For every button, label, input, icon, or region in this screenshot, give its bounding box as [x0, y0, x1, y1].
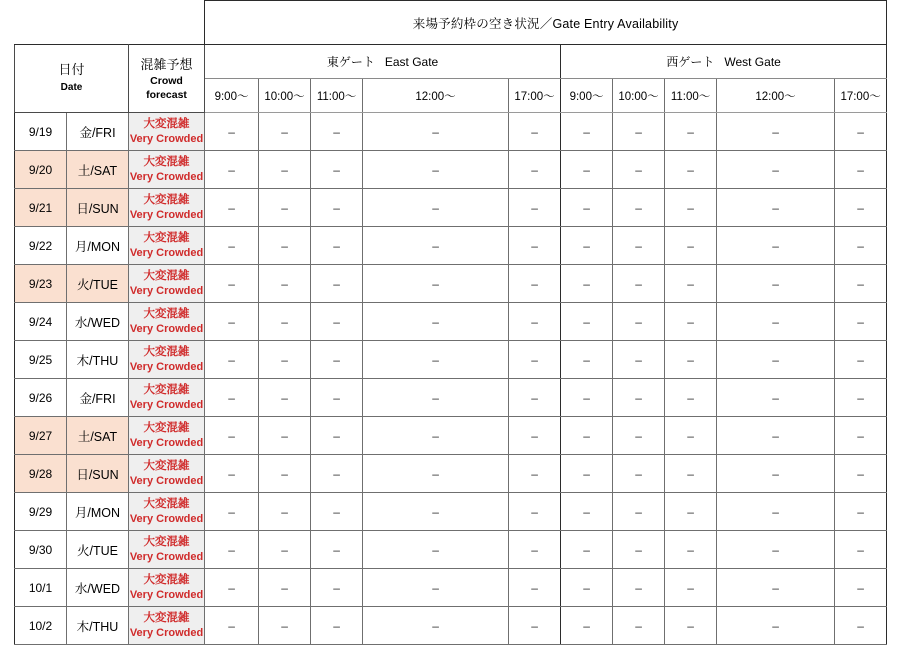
banner-row	[15, 1, 887, 45]
cell-availability-east-4[interactable]: –	[509, 341, 561, 379]
table-row	[15, 607, 887, 645]
cell-availability-east-3[interactable]: –	[363, 151, 509, 189]
cell-availability-west-1[interactable]: –	[613, 455, 665, 493]
table-row	[15, 379, 887, 417]
crowd-level-en: Very Crowded	[129, 512, 204, 525]
cell-availability-west-0[interactable]: –	[561, 531, 613, 569]
header-slot-east-3: 12:00〜	[363, 79, 509, 113]
cell-availability-west-4[interactable]: –	[835, 189, 887, 227]
gate-group-row	[15, 45, 887, 79]
crowd-level-en: Very Crowded	[129, 170, 204, 183]
cell-day-of-week: 日/SUN	[67, 189, 129, 227]
cell-day-of-week: 水/WED	[67, 303, 129, 341]
cell-availability-east-2[interactable]: –	[311, 493, 363, 531]
header-gate-east-en: East Gate	[384, 55, 439, 69]
header-slot-west-0: 9:00〜	[561, 79, 613, 113]
cell-day-of-week: 金/FRI	[67, 379, 129, 417]
cell-availability-east-1[interactable]: –	[259, 151, 311, 189]
cell-availability-west-1[interactable]: –	[613, 417, 665, 455]
cell-availability-west-3[interactable]: –	[717, 189, 835, 227]
cell-crowd-forecast	[129, 379, 205, 417]
cell-availability-east-1[interactable]: –	[259, 455, 311, 493]
cell-availability-east-2[interactable]: –	[311, 569, 363, 607]
header-date-en: Date	[60, 82, 83, 93]
header-slot-east-0: 9:00〜	[205, 79, 259, 113]
cell-availability-east-2[interactable]: –	[311, 113, 363, 151]
cell-availability-east-1[interactable]: –	[259, 493, 311, 531]
cell-availability-west-3[interactable]: –	[717, 569, 835, 607]
crowd-level-jp: 大変混雑	[143, 193, 190, 206]
cell-date: 9/21	[15, 189, 67, 227]
cell-availability-east-4[interactable]: –	[509, 531, 561, 569]
table-row	[15, 417, 887, 455]
cell-day-of-week: 土/SAT	[67, 151, 129, 189]
crowd-level-en: Very Crowded	[129, 322, 204, 335]
cell-availability-east-4[interactable]: –	[509, 227, 561, 265]
cell-crowd-forecast	[129, 607, 205, 645]
cell-day-of-week: 火/TUE	[67, 531, 129, 569]
cell-crowd-forecast	[129, 227, 205, 265]
header-slot-east-1: 10:00〜	[259, 79, 311, 113]
cell-availability-west-4[interactable]: –	[835, 569, 887, 607]
cell-availability-east-3[interactable]: –	[363, 455, 509, 493]
cell-crowd-forecast	[129, 189, 205, 227]
table-row	[15, 341, 887, 379]
crowd-level-jp: 大変混雑	[143, 117, 190, 130]
crowd-level-jp: 大変混雑	[143, 231, 190, 244]
cell-availability-east-2[interactable]: –	[311, 303, 363, 341]
cell-availability-east-3[interactable]: –	[363, 303, 509, 341]
cell-availability-west-3[interactable]: –	[717, 303, 835, 341]
crowd-level-jp: 大変混雑	[143, 307, 190, 320]
cell-crowd-forecast	[129, 417, 205, 455]
table-row	[15, 113, 887, 151]
cell-availability-east-2[interactable]: –	[311, 341, 363, 379]
cell-availability-west-1[interactable]: –	[613, 151, 665, 189]
cell-day-of-week: 月/MON	[67, 493, 129, 531]
cell-availability-east-0[interactable]: –	[205, 417, 259, 455]
cell-availability-east-3[interactable]: –	[363, 493, 509, 531]
cell-availability-west-0[interactable]: –	[561, 569, 613, 607]
cell-availability-west-2[interactable]: –	[665, 265, 717, 303]
cell-date: 10/2	[15, 607, 67, 645]
cell-crowd-forecast	[129, 531, 205, 569]
cell-availability-west-2[interactable]: –	[665, 493, 717, 531]
cell-availability-west-2[interactable]: –	[665, 227, 717, 265]
crowd-level-en: Very Crowded	[129, 436, 204, 449]
header-date	[15, 45, 129, 113]
table-row	[15, 455, 887, 493]
cell-day-of-week: 木/THU	[67, 607, 129, 645]
cell-availability-east-4[interactable]: –	[509, 189, 561, 227]
header-gate-west	[561, 45, 887, 79]
cell-date: 9/23	[15, 265, 67, 303]
cell-availability-east-2[interactable]: –	[311, 417, 363, 455]
cell-availability-east-1[interactable]: –	[259, 569, 311, 607]
cell-availability-west-3[interactable]: –	[717, 455, 835, 493]
cell-availability-east-0[interactable]: –	[205, 341, 259, 379]
crowd-level-en: Very Crowded	[129, 550, 204, 563]
cell-availability-west-4[interactable]: –	[835, 607, 887, 645]
cell-availability-west-2[interactable]: –	[665, 151, 717, 189]
cell-availability-east-4[interactable]: –	[509, 303, 561, 341]
cell-availability-east-0[interactable]: –	[205, 113, 259, 151]
cell-availability-east-4[interactable]: –	[509, 455, 561, 493]
cell-availability-west-1[interactable]: –	[613, 493, 665, 531]
header-gate-east-jp: 東ゲート	[326, 55, 375, 69]
cell-availability-west-0[interactable]: –	[561, 607, 613, 645]
cell-availability-east-0[interactable]: –	[205, 189, 259, 227]
crowd-level-en: Very Crowded	[129, 398, 204, 411]
header-crowd-forecast	[129, 45, 205, 113]
cell-availability-east-0[interactable]: –	[205, 569, 259, 607]
cell-availability-west-0[interactable]: –	[561, 265, 613, 303]
cell-availability-east-3[interactable]: –	[363, 569, 509, 607]
cell-day-of-week: 水/WED	[67, 569, 129, 607]
cell-availability-east-3[interactable]: –	[363, 189, 509, 227]
cell-availability-east-1[interactable]: –	[259, 417, 311, 455]
cell-availability-west-3[interactable]: –	[717, 607, 835, 645]
cell-availability-west-2[interactable]: –	[665, 189, 717, 227]
cell-availability-east-1[interactable]: –	[259, 189, 311, 227]
crowd-level-en: Very Crowded	[129, 588, 204, 601]
cell-availability-east-0[interactable]: –	[205, 493, 259, 531]
cell-availability-west-0[interactable]: –	[561, 341, 613, 379]
header-slot-west-4: 17:00〜	[835, 79, 887, 113]
table-row	[15, 151, 887, 189]
cell-availability-west-4[interactable]: –	[835, 493, 887, 531]
cell-date: 9/19	[15, 113, 67, 151]
crowd-level-en: Very Crowded	[129, 246, 204, 259]
cell-availability-east-2[interactable]: –	[311, 607, 363, 645]
cell-availability-west-3[interactable]: –	[717, 379, 835, 417]
table-row	[15, 531, 887, 569]
table-row	[15, 265, 887, 303]
cell-crowd-forecast	[129, 113, 205, 151]
cell-availability-west-3[interactable]: –	[717, 265, 835, 303]
cell-availability-west-4[interactable]: –	[835, 151, 887, 189]
cell-availability-west-1[interactable]: –	[613, 189, 665, 227]
cell-availability-west-4[interactable]: –	[835, 417, 887, 455]
crowd-level-en: Very Crowded	[129, 360, 204, 373]
cell-availability-west-1[interactable]: –	[613, 113, 665, 151]
cell-availability-east-1[interactable]: –	[259, 113, 311, 151]
cell-availability-west-2[interactable]: –	[665, 303, 717, 341]
cell-availability-west-3[interactable]: –	[717, 227, 835, 265]
cell-availability-east-4[interactable]: –	[509, 113, 561, 151]
cell-availability-west-0[interactable]: –	[561, 227, 613, 265]
header-gate-west-jp: 西ゲート	[666, 55, 715, 69]
crowd-level-jp: 大変混雑	[143, 535, 190, 548]
cell-availability-east-1[interactable]: –	[259, 379, 311, 417]
cell-availability-west-0[interactable]: –	[561, 303, 613, 341]
header-crowd-jp: 混雑予想	[140, 56, 193, 72]
cell-availability-east-2[interactable]: –	[311, 531, 363, 569]
cell-availability-west-4[interactable]: –	[835, 113, 887, 151]
cell-date: 10/1	[15, 569, 67, 607]
header-slot-east-4: 17:00〜	[509, 79, 561, 113]
cell-availability-west-3[interactable]: –	[717, 113, 835, 151]
cell-crowd-forecast	[129, 151, 205, 189]
cell-availability-west-4[interactable]: –	[835, 379, 887, 417]
header-gate-east	[205, 45, 561, 79]
cell-availability-east-3[interactable]: –	[363, 227, 509, 265]
cell-availability-west-2[interactable]: –	[665, 455, 717, 493]
cell-availability-west-2[interactable]: –	[665, 569, 717, 607]
header-crowd-en: Crowd forecast	[146, 74, 187, 101]
cell-availability-east-2[interactable]: –	[311, 189, 363, 227]
cell-crowd-forecast	[129, 303, 205, 341]
cell-availability-west-4[interactable]: –	[835, 303, 887, 341]
cell-availability-west-1[interactable]: –	[613, 569, 665, 607]
cell-availability-west-2[interactable]: –	[665, 379, 717, 417]
cell-date: 9/22	[15, 227, 67, 265]
cell-availability-east-3[interactable]: –	[363, 607, 509, 645]
cell-date: 9/25	[15, 341, 67, 379]
cell-date: 9/24	[15, 303, 67, 341]
cell-availability-east-0[interactable]: –	[205, 531, 259, 569]
cell-day-of-week: 月/MON	[67, 227, 129, 265]
cell-availability-east-0[interactable]: –	[205, 379, 259, 417]
cell-availability-west-3[interactable]: –	[717, 531, 835, 569]
cell-availability-east-1[interactable]: –	[259, 227, 311, 265]
cell-availability-east-1[interactable]: –	[259, 265, 311, 303]
crowd-level-en: Very Crowded	[129, 208, 204, 221]
cell-availability-east-0[interactable]: –	[205, 455, 259, 493]
cell-availability-west-4[interactable]: –	[835, 265, 887, 303]
crowd-level-jp: 大変混雑	[143, 497, 190, 510]
cell-crowd-forecast	[129, 569, 205, 607]
cell-availability-east-3[interactable]: –	[363, 379, 509, 417]
header-slot-west-1: 10:00〜	[613, 79, 665, 113]
cell-availability-east-3[interactable]: –	[363, 265, 509, 303]
cell-availability-east-4[interactable]: –	[509, 569, 561, 607]
cell-availability-east-0[interactable]: –	[205, 151, 259, 189]
cell-day-of-week: 土/SAT	[67, 417, 129, 455]
gate-entry-availability-table	[14, 0, 887, 645]
cell-availability-west-1[interactable]: –	[613, 303, 665, 341]
cell-availability-east-4[interactable]: –	[509, 265, 561, 303]
table-body	[15, 113, 887, 645]
crowd-level-jp: 大変混雑	[143, 383, 190, 396]
cell-availability-east-3[interactable]: –	[363, 113, 509, 151]
crowd-level-en: Very Crowded	[129, 474, 204, 487]
cell-availability-west-1[interactable]: –	[613, 379, 665, 417]
cell-date: 9/20	[15, 151, 67, 189]
table-header	[15, 1, 887, 113]
cell-availability-west-1[interactable]: –	[613, 265, 665, 303]
cell-availability-east-4[interactable]: –	[509, 417, 561, 455]
cell-date: 9/27	[15, 417, 67, 455]
cell-availability-west-2[interactable]: –	[665, 417, 717, 455]
banner-spacer	[15, 1, 205, 45]
cell-availability-east-1[interactable]: –	[259, 341, 311, 379]
cell-availability-west-1[interactable]: –	[613, 227, 665, 265]
cell-availability-east-2[interactable]: –	[311, 227, 363, 265]
crowd-level-en: Very Crowded	[129, 284, 204, 297]
cell-availability-west-2[interactable]: –	[665, 113, 717, 151]
table-row	[15, 493, 887, 531]
cell-date: 9/30	[15, 531, 67, 569]
cell-availability-west-2[interactable]: –	[665, 531, 717, 569]
cell-availability-west-3[interactable]: –	[717, 493, 835, 531]
cell-availability-east-3[interactable]: –	[363, 341, 509, 379]
header-slot-east-2: 11:00〜	[311, 79, 363, 113]
cell-day-of-week: 火/TUE	[67, 265, 129, 303]
table-row	[15, 189, 887, 227]
cell-availability-east-2[interactable]: –	[311, 379, 363, 417]
cell-availability-west-3[interactable]: –	[717, 341, 835, 379]
crowd-level-en: Very Crowded	[129, 132, 204, 145]
cell-crowd-forecast	[129, 493, 205, 531]
cell-availability-east-0[interactable]: –	[205, 607, 259, 645]
header-slot-west-3: 12:00〜	[717, 79, 835, 113]
table-row	[15, 303, 887, 341]
crowd-level-jp: 大変混雑	[143, 421, 190, 434]
cell-day-of-week: 金/FRI	[67, 113, 129, 151]
crowd-level-jp: 大変混雑	[143, 345, 190, 358]
cell-date: 9/26	[15, 379, 67, 417]
cell-availability-west-1[interactable]: –	[613, 341, 665, 379]
cell-availability-east-4[interactable]: –	[509, 379, 561, 417]
cell-availability-west-4[interactable]: –	[835, 531, 887, 569]
header-slot-west-2: 11:00〜	[665, 79, 717, 113]
crowd-level-jp: 大変混雑	[143, 459, 190, 472]
cell-availability-west-1[interactable]: –	[613, 531, 665, 569]
cell-availability-east-4[interactable]: –	[509, 151, 561, 189]
cell-availability-east-2[interactable]: –	[311, 151, 363, 189]
cell-crowd-forecast	[129, 455, 205, 493]
cell-availability-west-0[interactable]: –	[561, 189, 613, 227]
cell-availability-east-0[interactable]: –	[205, 265, 259, 303]
table-row	[15, 227, 887, 265]
crowd-level-jp: 大変混雑	[143, 573, 190, 586]
cell-availability-west-2[interactable]: –	[665, 341, 717, 379]
crowd-level-jp: 大変混雑	[143, 269, 190, 282]
cell-availability-east-4[interactable]: –	[509, 493, 561, 531]
cell-day-of-week: 日/SUN	[67, 455, 129, 493]
cell-availability-east-3[interactable]: –	[363, 531, 509, 569]
cell-availability-west-0[interactable]: –	[561, 151, 613, 189]
cell-availability-west-1[interactable]: –	[613, 607, 665, 645]
cell-availability-east-0[interactable]: –	[205, 303, 259, 341]
cell-availability-west-4[interactable]: –	[835, 455, 887, 493]
header-gate-west-en: West Gate	[724, 55, 781, 69]
cell-availability-east-1[interactable]: –	[259, 303, 311, 341]
cell-date: 9/28	[15, 455, 67, 493]
cell-availability-east-4[interactable]: –	[509, 607, 561, 645]
cell-availability-west-2[interactable]: –	[665, 607, 717, 645]
cell-availability-west-0[interactable]: –	[561, 113, 613, 151]
cell-availability-west-3[interactable]: –	[717, 417, 835, 455]
cell-availability-east-3[interactable]: –	[363, 417, 509, 455]
crowd-level-jp: 大変混雑	[143, 611, 190, 624]
cell-availability-west-0[interactable]: –	[561, 493, 613, 531]
cell-availability-east-1[interactable]: –	[259, 607, 311, 645]
cell-availability-west-4[interactable]: –	[835, 341, 887, 379]
cell-day-of-week: 木/THU	[67, 341, 129, 379]
cell-availability-east-0[interactable]: –	[205, 227, 259, 265]
cell-date: 9/29	[15, 493, 67, 531]
cell-availability-east-1[interactable]: –	[259, 531, 311, 569]
cell-crowd-forecast	[129, 265, 205, 303]
cell-availability-west-3[interactable]: –	[717, 151, 835, 189]
cell-availability-east-2[interactable]: –	[311, 265, 363, 303]
cell-availability-west-0[interactable]: –	[561, 379, 613, 417]
cell-availability-west-0[interactable]: –	[561, 417, 613, 455]
crowd-level-en: Very Crowded	[129, 626, 204, 639]
crowd-level-jp: 大変混雑	[143, 155, 190, 168]
cell-crowd-forecast	[129, 341, 205, 379]
table-row	[15, 569, 887, 607]
table-banner-title: 来場予約枠の空き状況／Gate Entry Availability	[205, 1, 887, 45]
cell-availability-east-2[interactable]: –	[311, 455, 363, 493]
cell-availability-west-4[interactable]: –	[835, 227, 887, 265]
header-date-jp: 日付	[58, 62, 85, 77]
cell-availability-west-0[interactable]: –	[561, 455, 613, 493]
